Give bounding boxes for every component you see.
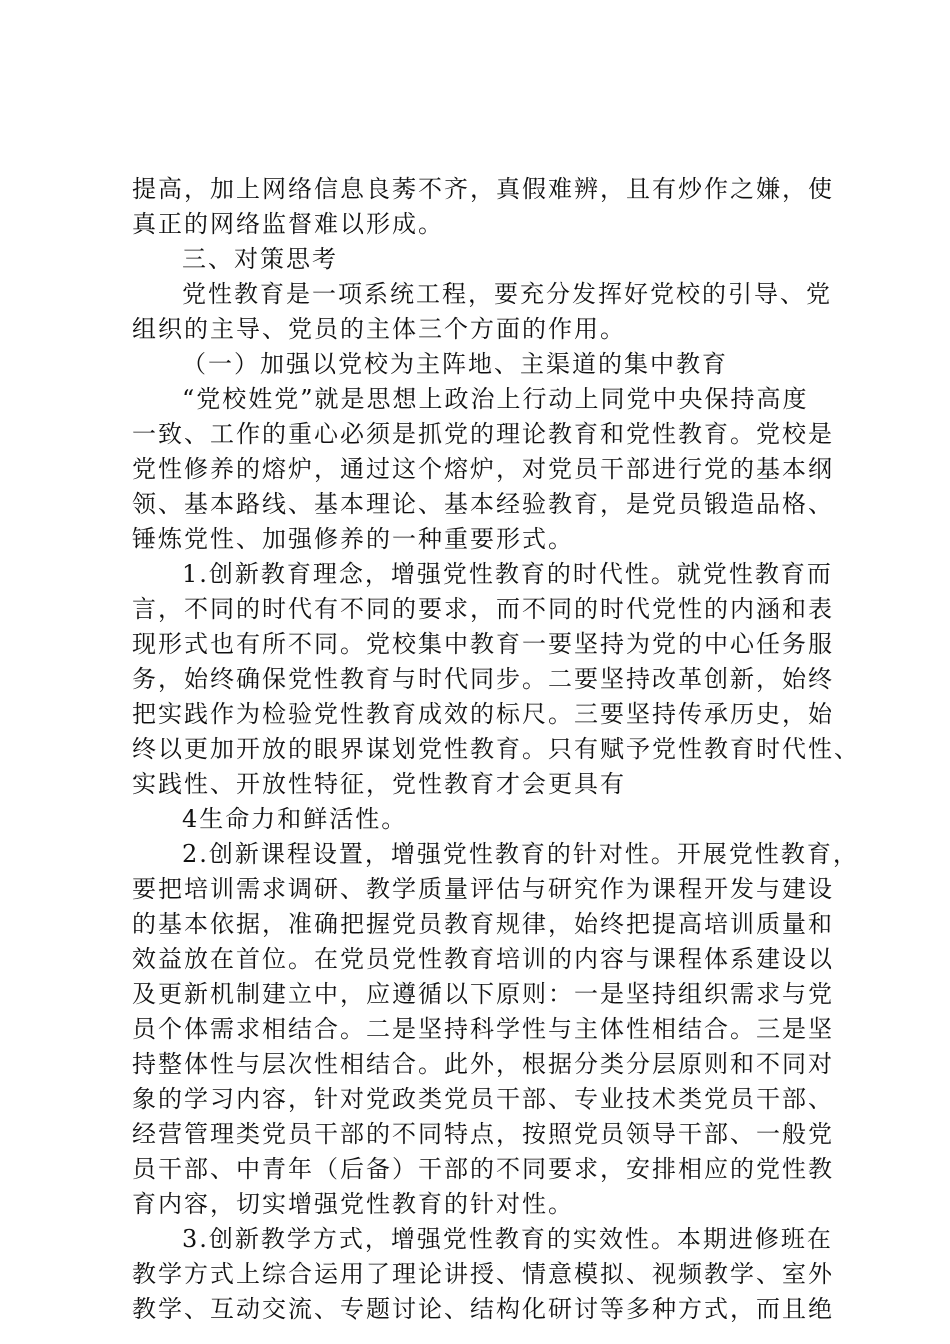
text-line: 锤炼党性、加强修养的一种重要形式。 bbox=[132, 525, 574, 553]
text-line: 党性教育是一项系统工程，要充分发挥好党校的引导、党 bbox=[182, 280, 832, 308]
text-line: 的基本依据，准确把握党员教育规律，始终把提高培训质量和 bbox=[132, 910, 834, 938]
text-line: 现形式也有所不同。党校集中教育一要坚持为党的中心任务服 bbox=[132, 630, 834, 658]
text-line: 实践性、开放性特征，党性教育才会更具有 bbox=[132, 770, 626, 798]
text-line: 及更新机制建立中，应遵循以下原则：一是坚持组织需求与党 bbox=[132, 980, 834, 1008]
text-line: 教学、互动交流、专题讨论、结构化研讨等多种方式，而且绝 bbox=[132, 1295, 834, 1323]
text-line: 言，不同的时代有不同的要求，而不同的时代党性的内涵和表 bbox=[132, 595, 834, 623]
text-line: 组织的主导、党员的主体三个方面的作用。 bbox=[132, 315, 626, 343]
text-line: 4生命力和鲜活性。 bbox=[182, 805, 408, 833]
text-line: 务，始终确保党性教育与时代同步。二要坚持改革创新，始终 bbox=[132, 665, 834, 693]
text-line: 3.创新教学方式，增强党性教育的实效性。本期进修班在 bbox=[182, 1225, 833, 1253]
text-line: 经营管理类党员干部的不同特点，按照党员领导干部、一般党 bbox=[132, 1120, 834, 1148]
text-line: 一致、工作的重心必须是抓党的理论教育和党性教育。党校是 bbox=[132, 420, 834, 448]
text-line: 终以更加开放的眼界谋划党性教育。只有赋予党性教育时代性、 bbox=[132, 735, 860, 763]
text-line: 象的学习内容，针对党政类党员干部、专业技术类党员干部、 bbox=[132, 1085, 834, 1113]
text-line: 把实践作为检验党性教育成效的标尺。三要坚持传承历史，始 bbox=[132, 700, 834, 728]
document-body bbox=[132, 172, 860, 1327]
text-line: 2.创新课程设置，增强党性教育的针对性。开展党性教育， bbox=[182, 840, 859, 868]
text-line: （一）加强以党校为主阵地、主渠道的集中教育 bbox=[182, 350, 728, 378]
text-line: 党性修养的熔炉，通过这个熔炉，对党员干部进行党的基本纲 bbox=[132, 455, 834, 483]
text-line: 员干部、中青年（后备）干部的不同要求，安排相应的党性教 bbox=[132, 1155, 834, 1183]
text-line: 持整体性与层次性相结合。此外，根据分类分层原则和不同对 bbox=[132, 1050, 834, 1078]
text-line: 真正的网络监督难以形成。 bbox=[132, 210, 444, 238]
text-line: 教学方式上综合运用了理论讲授、情意模拟、视频教学、室外 bbox=[132, 1260, 834, 1288]
text-line: 三、对策思考 bbox=[182, 245, 338, 273]
text-line: 员个体需求相结合。二是坚持科学性与主体性相结合。三是坚 bbox=[132, 1015, 834, 1043]
text-line: 育内容，切实增强党性教育的针对性。 bbox=[132, 1190, 574, 1218]
text-line: “党校姓党”就是思想上政治上行动上同党中央保持高度 bbox=[182, 385, 809, 413]
text-line: 1.创新教育理念，增强党性教育的时代性。就党性教育而 bbox=[182, 560, 833, 588]
text-line: 领、基本路线、基本理论、基本经验教育，是党员锻造品格、 bbox=[132, 490, 834, 518]
text-line: 要把培训需求调研、教学质量评估与研究作为课程开发与建设 bbox=[132, 875, 834, 903]
text-line: 提高，加上网络信息良莠不齐，真假难辨，且有炒作之嫌，使 bbox=[132, 175, 834, 203]
text-line: 效益放在首位。在党员党性教育培训的内容与课程体系建设以 bbox=[132, 945, 834, 973]
